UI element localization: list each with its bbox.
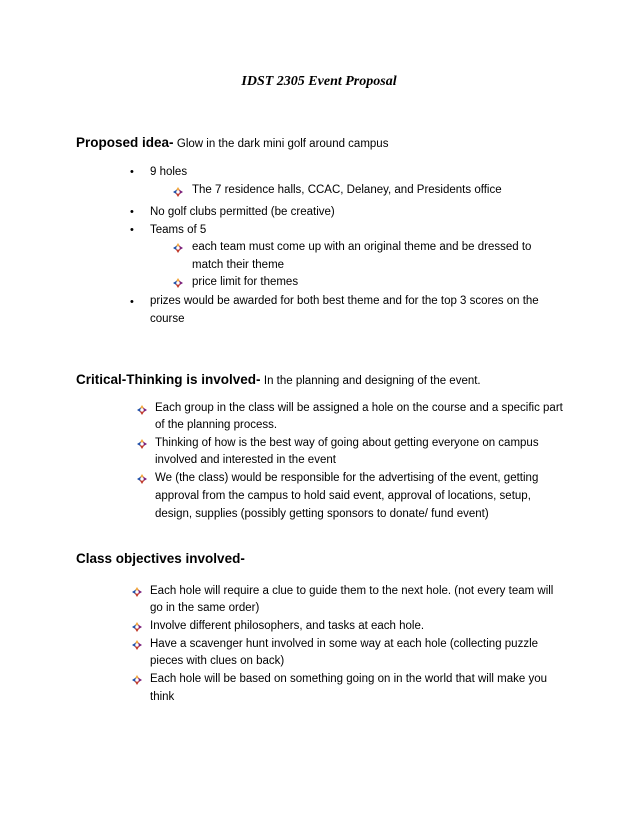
list-item-continuation: match their theme [192, 259, 285, 271]
list-item-continuation: of the planning process. [155, 419, 278, 431]
list-item: No golf clubs permitted (be creative) [150, 206, 335, 218]
list-item: Each hole will require a clue to guide them to the next hole. (not every team will [150, 585, 554, 597]
section-heading-class-objectives [76, 551, 245, 566]
bullet-icon: • [130, 206, 134, 218]
list-item: Each group in the class will be assigned a hole on the course and a specific part [155, 402, 563, 414]
list-item-continuation: go in the same order) [150, 602, 260, 614]
section-heading-critical-thinking [76, 372, 481, 387]
list-item: Involve different philosophers, and tasks at each hole. [150, 620, 425, 632]
section-heading-proposed-idea [76, 135, 388, 150]
arrow-bullet-icon [172, 186, 184, 198]
bullet-icon: • [130, 166, 134, 178]
list-item: each team must come up with an original theme and be dressed to [192, 241, 532, 253]
list-item-continuation: pieces with clues on back) [150, 655, 285, 667]
list-item-continuation: involved and interested in the event [155, 454, 336, 466]
list-item-continuation: approval from the campus to hold said event, approval of locations, setup, [155, 490, 531, 502]
list-item: Have a scavenger hunt involved in some way at each hole (collecting puzzle [150, 638, 539, 650]
list-item: We (the class) would be responsible for the advertising of the event, getting [155, 472, 539, 484]
bullet-icon: • [130, 296, 134, 308]
section-heading-label: Class objectives involved- [76, 551, 245, 566]
list-item: prizes would be awarded for both best theme and for the top 3 scores on the [150, 295, 539, 307]
arrow-bullet-icon [131, 674, 143, 686]
list-item: Each hole will be based on something going on in the world that will make you [150, 673, 547, 685]
arrow-bullet-icon [131, 639, 143, 651]
arrow-bullet-icon [136, 438, 148, 450]
arrow-bullet-icon [172, 242, 184, 254]
list-item-continuation: course [150, 313, 185, 325]
list-item: 9 holes [150, 166, 188, 178]
arrow-bullet-icon [131, 621, 143, 633]
page-title: IDST 2305 Event Proposal [241, 74, 397, 89]
section-heading-text: Glow in the dark mini golf around campus [176, 138, 389, 150]
arrow-bullet-icon [172, 277, 184, 289]
section-heading-text: In the planning and designing of the event. [263, 375, 481, 387]
list-item-continuation: think [150, 691, 175, 703]
list-item: The 7 residence halls, CCAC, Delaney, and Presidents office [192, 184, 502, 196]
list-item: price limit for themes [192, 276, 299, 288]
arrow-bullet-icon [136, 404, 148, 416]
list-item: Teams of 5 [150, 224, 207, 236]
section-heading-label: Critical-Thinking is involved- [76, 372, 261, 387]
bullet-icon: • [130, 224, 134, 236]
list-item-continuation: design, supplies (possibly getting sponsors to donate/ fund event) [155, 508, 489, 520]
arrow-bullet-icon [131, 586, 143, 598]
arrow-bullet-icon [136, 473, 148, 485]
list-item: Thinking of how is the best way of going about getting everyone on campus [155, 437, 539, 449]
section-heading-label: Proposed idea- [76, 135, 174, 150]
